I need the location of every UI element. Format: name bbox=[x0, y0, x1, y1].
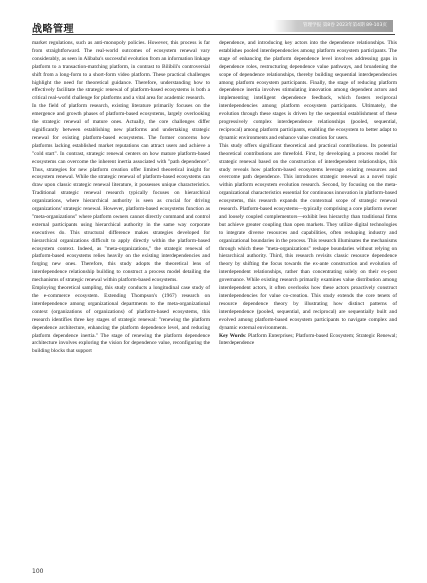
paragraph: market regulations, such as anti-monopoly policies. However, this process is far from straightforward. The real-world outcomes of ecosystem renewal vary considerably, as seen in Alibaba's successful evolution from an information linkage platform to a transaction-matching platform, in contrast to Bilibili's controversial shift from a long-form to a short-form video platform. These practical challenges highlight the need for theoretical guidance. Therefore, understanding how to effectively facilitate the strategic renewal of platform-based ecosystems is both a critical real-world challenge for platforms and a vital area for academic research. bbox=[32, 40, 210, 102]
paragraph: This study offers significant theoretical and practical contributions. Its potential theoretical contributions are threefold. First, by developing a process model for strategic renewal based on the construction of interdependent relationships, this study reveals how platform-based ecosystems leverage existing resources and overcome path dependence. This introduces strategic renewal as a novel topic within platform ecosystem evolution research. Second, by focusing on the meta-organizational characteristics essential for continuous innovation in platform-based ecosystems, this research expands the contextual scope of strategic renewal research. Platform-based ecosystems—typically comprising a core platform owner and loosely coupled complementors—exhibit less hierarchy than traditional firms but achieve greater coupling than open markets. They utilize digital technologies to integrate diverse resources and capabilities, often reshaping industry and organizational boundaries in the process. This research illuminates the mechanisms through which these "meta-organizations" reshape boundaries without relying on hierarchical authority. Third, this research revisits classic resource dependence theory by shifting the focus towards the ex-ante construction and evolution of interdependent relationships, rather than concentrating solely on their ex-post governance. While existing research primarily examines value distribution among interdependent actors, it often overlooks how these actors proactively construct interdependencies for value co-creation. This study extends the core tenets of resource dependence theory by illustrating how distinct patterns of interdependence (pooled, sequential, and reciprocal) are sequentially built and evolved among platform-based ecosystem participants to navigate complex and dynamic external environments. bbox=[219, 142, 397, 331]
right-column bbox=[219, 40, 397, 348]
keywords-label: Key Words bbox=[219, 332, 245, 339]
issue-info-banner: 管理学报 第8卷 2023年第4期 89-103页 bbox=[273, 20, 393, 32]
page-header bbox=[32, 20, 395, 36]
paragraph: Employing theoretical sampling, this study conducts a longitudinal case study of the e-commerce ecosystem. Extending Thompson's (1967) research on interdependence among organizational departments to the meta-organizational context (organizations of organizations) of platform-based ecosystems, this research identifies three key stages of strategic renewal: "renewing the platform dependence architecture, enhancing the platform dependence level, and reducing platform dependence inertia." The stage of renewing the platform dependence architecture involves exploring the vision for dependence value, reconfiguring the building blocks that support bbox=[32, 285, 210, 355]
keywords bbox=[219, 333, 397, 349]
keywords-separator: : bbox=[244, 332, 249, 339]
paragraph: dependence, and introducing key actors into the dependence relationships. This establishes pooled interdependencies among platform ecosystem participants. The stage of enhancing the platform dependence level involves addressing gaps in dependence roles, restructuring dependence value pathways, and broadening the scope of dependence relationships, thereby building sequential interdependencies among platform ecosystem participants. Finally, the stage of reducing platform dependence inertia involves stimulating innovation among dependent actors and implementing intelligent dependence feedback, which fosters reciprocal interdependencies among platform ecosystem participants. Ultimately, the evolution through these stages is driven by the sequential establishment of these progressively complex interdependence relationships (pooled, sequential, reciprocal) among platform participants, enabling the ecosystem to better adapt to dynamic environments and enhance value creation for users. bbox=[219, 40, 397, 141]
page-number: 100 bbox=[32, 568, 44, 575]
header-rule bbox=[32, 34, 395, 35]
left-column bbox=[32, 40, 210, 356]
keywords-text: Platform Enterprises; Platform-based Ecosystem; Strategic Renewal; Interdependence bbox=[219, 332, 397, 347]
journal-title: 战略管理 bbox=[32, 24, 74, 35]
paragraph: In the field of platform research, existing literature primarily focuses on the emergence and growth phases of platform-based ecosystems, largely overlooking the strategic renewal of mature ones. Actually, the core challenges differ significantly between establishing new platforms and undertaking strategic renewal for existing platform-based ecosystems. The former concerns how platforms lacking established market reputations can attract users and achieve a "cold start". In contrast, strategic renewal centers on how mature platform-based ecosystems can overcome the inherent inertia associated with "path dependence". Thus, strategies for new platform creation offer limited theoretical insight for ecosystem renewal. While the strategic renewal of platform-based ecosystems can draw upon classic strategic renewal literature, it possesses unique characteristics. Traditional strategic renewal research typically focuses on hierarchical organizations, where hierarchical authority is seen as crucial for driving organizations' strategic renewal. However, platform-based ecosystems function as "meta-organizations" where platform owners cannot directly command and control external participants using hierarchical authority in the same way corporate executives do. This structural difference makes strategies developed for hierarchical organizations difficult to apply directly within the platform-based ecosystem context. Indeed, as "meta-organizations," the strategic renewal of platform-based ecosystems relies heavily on the existing interdependencies and forging new ones. Therefore, this study adopts the theoretical lens of interdependence relationship building to construct a process model detailing the mechanisms of strategic renewal within platform-based ecosystems. bbox=[32, 103, 210, 284]
